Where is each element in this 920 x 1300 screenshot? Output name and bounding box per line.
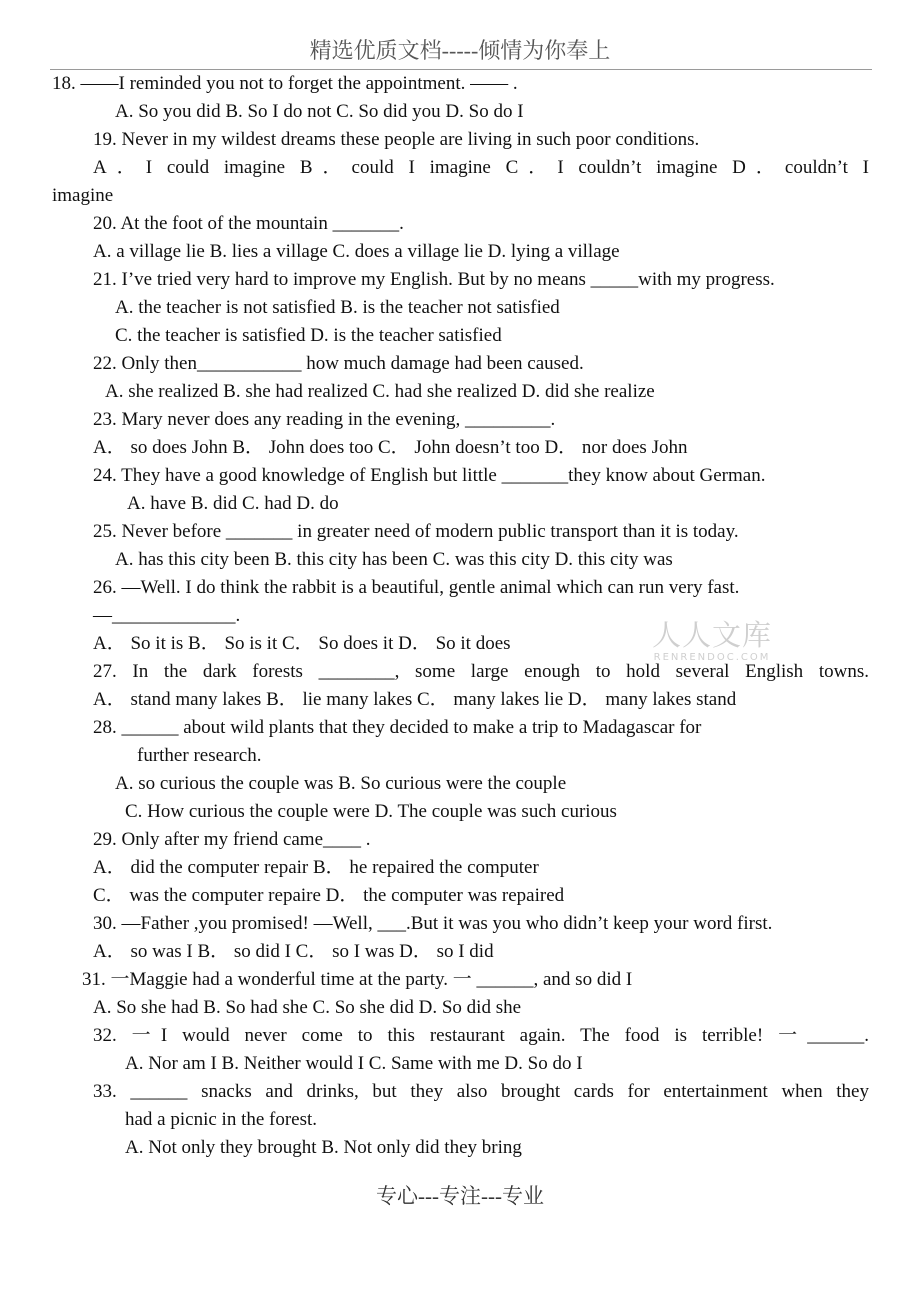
options-19: A．I could imagine B．could I imagine C．I couldn’t imagine D．couldn’t I xyxy=(93,157,869,178)
question-29: 29. Only after my friend came____ . xyxy=(93,829,371,850)
options-33: A. Not only they brought B. Not only did they bring xyxy=(125,1137,522,1158)
watermark-sub-text: RENRENDOC.COM xyxy=(653,652,771,663)
options-32: A. Nor am I B. Neither would I C. Same with me D. So do I xyxy=(125,1053,583,1074)
options-23: A． so does John B． John does too C． John doesn’t too D． nor does John xyxy=(93,437,688,458)
question-33: 33. ______ snacks and drinks, but they also brought cards for entertainment when they xyxy=(93,1081,869,1102)
page-footer-text: 专心---专注---专业 xyxy=(376,1184,544,1208)
options-18: A. So you did B. So I do not C. So did you D. So do I xyxy=(115,101,524,122)
options-25: A. has this city been B. this city has been C. was this city D. this city was xyxy=(115,549,673,570)
question-33-continued: had a picnic in the forest. xyxy=(125,1109,318,1130)
options-20: A. a village lie B. lies a village C. does a village lie D. lying a village xyxy=(93,241,620,262)
question-28-continued: further research. xyxy=(137,745,262,766)
question-26-response: —_____________. xyxy=(93,605,241,626)
question-19: 19. Never in my wildest dreams these people are living in such poor conditions. xyxy=(93,129,700,150)
question-20: 20. At the foot of the mountain _______. xyxy=(93,213,404,234)
question-21: 21. I’ve tried very hard to improve my English. But by no means _____with my progress. xyxy=(93,269,775,290)
question-27: 27. In the dark forests ________, some large enough to hold several English towns. xyxy=(93,661,869,682)
options-29-ab: A． did the computer repair B． he repaired the computer xyxy=(93,857,539,878)
options-29-cd: C． was the computer repaire D． the computer was repaired xyxy=(93,885,565,906)
options-22: A. she realized B. she had realized C. had she realized D. did she realize xyxy=(105,381,655,402)
question-30: 30. —Father ,you promised! —Well, ___.But it was you who didn’t keep your word first. xyxy=(93,913,773,934)
question-18: 18. ——I reminded you not to forget the appointment. —— . xyxy=(52,73,518,94)
question-31: 31. 一Maggie had a wonderful time at the party. 一 ______, and so did I xyxy=(82,969,633,990)
options-26: A． So it is B． So is it C． So does it D． So it does xyxy=(93,633,511,654)
options-19-continued: imagine xyxy=(52,185,114,206)
options-28-ab: A. so curious the couple was B. So curious were the couple xyxy=(115,773,567,794)
options-21-cd: C. the teacher is satisfied D. is the teacher satisfied xyxy=(115,325,502,346)
options-21-ab: A. the teacher is not satisfied B. is the teacher not satisfied xyxy=(115,297,560,318)
question-25: 25. Never before _______ in greater need of modern public transport than it is today. xyxy=(93,521,739,542)
options-28-cd: C. How curious the couple were D. The couple was such curious xyxy=(125,801,617,822)
question-24: 24. They have a good knowledge of English but little _______they know about German. xyxy=(93,465,766,486)
question-26: 26. —Well. I do think the rabbit is a beautiful, gentle animal which can run very fast. xyxy=(93,577,740,598)
options-31: A. So she had B. So had she C. So she did D. So did she xyxy=(93,997,522,1018)
question-23: 23. Mary never does any reading in the evening, _________. xyxy=(93,409,556,430)
options-30: A． so was I B． so did I C． so I was D． so I did xyxy=(93,941,494,962)
question-32: 32. 一I would never come to this restaurant again. The food is terrible! 一______. xyxy=(93,1025,869,1046)
page-header-title: 精选优质文档-----倾情为你奉上 xyxy=(309,38,611,63)
question-22: 22. Only then___________ how much damage had been caused. xyxy=(93,353,584,374)
watermark-main-text: 人人文库 xyxy=(651,618,772,652)
question-28: 28. ______ about wild plants that they decided to make a trip to Madagascar for xyxy=(93,717,702,738)
options-27: A． stand many lakes B． lie many lakes C． many lakes lie D． many lakes stand xyxy=(93,689,737,710)
options-24: A. have B. did C. had D. do xyxy=(127,493,339,514)
